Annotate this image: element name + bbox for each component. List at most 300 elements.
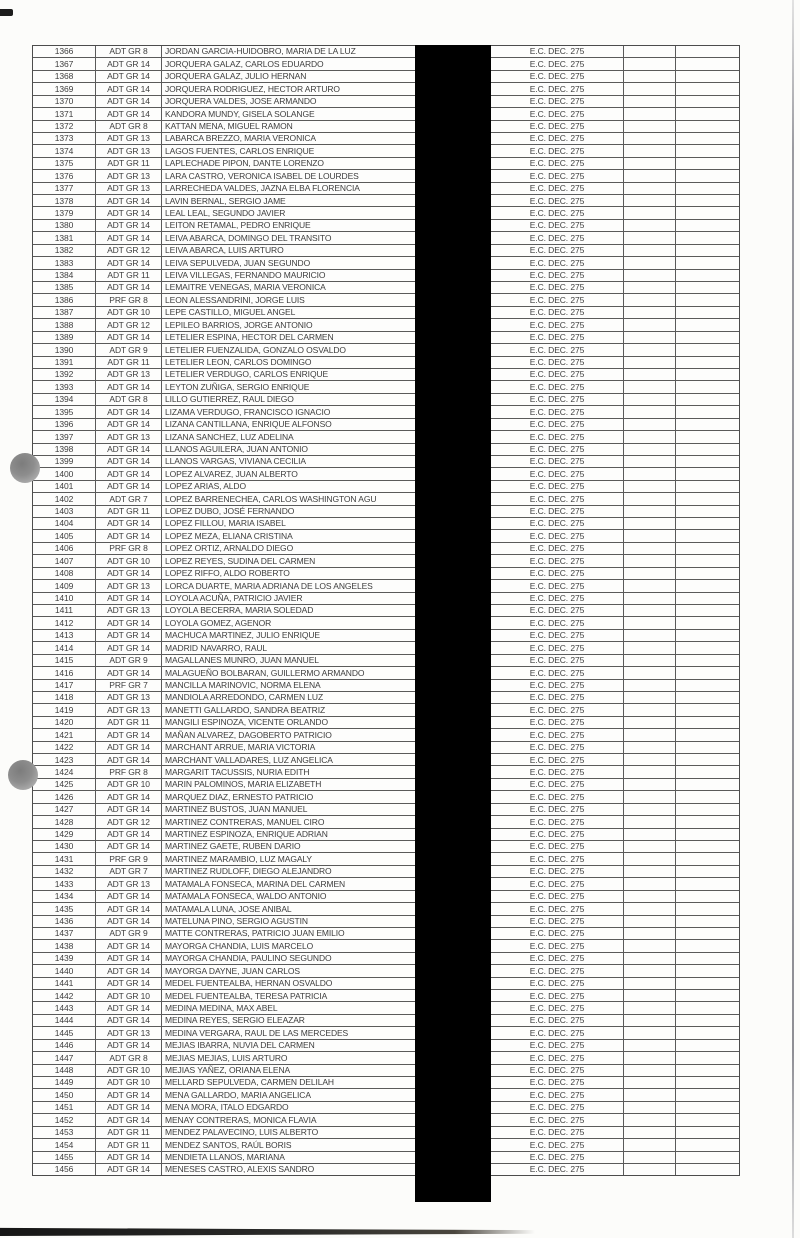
empty-cell bbox=[624, 1114, 676, 1125]
grade-cell: ADT GR 14 bbox=[96, 953, 162, 964]
table-row bbox=[33, 431, 739, 443]
grade-cell: ADT GR 14 bbox=[96, 444, 162, 455]
table-row bbox=[33, 1127, 739, 1139]
table-row bbox=[33, 630, 739, 642]
grade-cell: ADT GR 14 bbox=[96, 791, 162, 802]
grade-cell: ADT GR 14 bbox=[96, 282, 162, 293]
empty-cell bbox=[676, 394, 739, 405]
row-number-cell: 1445 bbox=[33, 1027, 96, 1038]
empty-cell bbox=[676, 853, 739, 864]
decree-cell: E.C. DEC. 275 bbox=[491, 1077, 624, 1088]
empty-cell bbox=[676, 916, 739, 927]
table-row bbox=[33, 841, 739, 853]
empty-cell bbox=[624, 1040, 676, 1051]
row-number-cell: 1403 bbox=[33, 506, 96, 517]
name-cell: LEIVA ABARCA, LUIS ARTURO bbox=[162, 245, 416, 256]
empty-cell bbox=[676, 232, 739, 243]
name-cell: LABARCA BREZZO, MARIA VERONICA bbox=[162, 133, 416, 144]
decree-cell: E.C. DEC. 275 bbox=[491, 282, 624, 293]
table-row bbox=[33, 791, 739, 803]
empty-cell bbox=[624, 369, 676, 380]
table-row bbox=[33, 183, 739, 195]
decree-cell: E.C. DEC. 275 bbox=[491, 71, 624, 82]
name-cell: LIZANA SANCHEZ, LUZ ADELINA bbox=[162, 431, 416, 442]
empty-cell bbox=[624, 543, 676, 554]
name-cell: MANETTI GALLARDO, SANDRA BEATRIZ bbox=[162, 704, 416, 715]
row-number-cell: 1400 bbox=[33, 468, 96, 479]
table-row bbox=[33, 580, 739, 592]
empty-cell bbox=[676, 742, 739, 753]
decree-cell: E.C. DEC. 275 bbox=[491, 456, 624, 467]
empty-cell bbox=[676, 506, 739, 517]
empty-cell bbox=[676, 779, 739, 790]
name-cell: LLANOS AGUILERA, JUAN ANTONIO bbox=[162, 444, 416, 455]
row-number-cell: 1450 bbox=[33, 1089, 96, 1100]
table-row bbox=[33, 1164, 739, 1175]
table-row bbox=[33, 729, 739, 741]
table-row bbox=[33, 96, 739, 108]
table-row bbox=[33, 456, 739, 468]
name-cell: LEPILEO BARRIOS, JORGE ANTONIO bbox=[162, 319, 416, 330]
grade-cell: ADT GR 13 bbox=[96, 580, 162, 591]
table-row bbox=[33, 940, 739, 952]
grade-cell: ADT GR 8 bbox=[96, 394, 162, 405]
empty-cell bbox=[676, 878, 739, 889]
empty-cell bbox=[624, 754, 676, 765]
name-cell: MATELUNA PINO, SERGIO AGUSTIN bbox=[162, 916, 416, 927]
decree-cell: E.C. DEC. 275 bbox=[491, 83, 624, 94]
empty-cell bbox=[676, 481, 739, 492]
name-cell: LEIVA VILLEGAS, FERNANDO MAURICIO bbox=[162, 270, 416, 281]
row-number-cell: 1454 bbox=[33, 1139, 96, 1150]
decree-cell: E.C. DEC. 275 bbox=[491, 791, 624, 802]
decree-cell: E.C. DEC. 275 bbox=[491, 108, 624, 119]
empty-cell bbox=[624, 145, 676, 156]
grade-cell: ADT GR 13 bbox=[96, 183, 162, 194]
empty-cell bbox=[676, 1002, 739, 1013]
empty-cell bbox=[624, 518, 676, 529]
decree-cell: E.C. DEC. 275 bbox=[491, 978, 624, 989]
grade-cell: ADT GR 14 bbox=[96, 804, 162, 815]
row-number-cell: 1442 bbox=[33, 990, 96, 1001]
name-cell: LOPEZ RIFFO, ALDO ROBERTO bbox=[162, 568, 416, 579]
empty-cell bbox=[676, 431, 739, 442]
empty-cell bbox=[624, 257, 676, 268]
decree-cell: E.C. DEC. 275 bbox=[491, 96, 624, 107]
decree-cell: E.C. DEC. 275 bbox=[491, 381, 624, 392]
empty-cell bbox=[624, 444, 676, 455]
decree-cell: E.C. DEC. 275 bbox=[491, 667, 624, 678]
empty-cell bbox=[624, 903, 676, 914]
decree-cell: E.C. DEC. 275 bbox=[491, 133, 624, 144]
table-row bbox=[33, 754, 739, 766]
grade-cell: ADT GR 14 bbox=[96, 83, 162, 94]
empty-cell bbox=[624, 96, 676, 107]
name-cell: MEDINA VERGARA, RAUL DE LAS MERCEDES bbox=[162, 1027, 416, 1038]
decree-cell: E.C. DEC. 275 bbox=[491, 357, 624, 368]
decree-cell: E.C. DEC. 275 bbox=[491, 1089, 624, 1100]
grade-cell: ADT GR 14 bbox=[96, 1002, 162, 1013]
empty-cell bbox=[624, 220, 676, 231]
grade-cell: ADT GR 10 bbox=[96, 779, 162, 790]
empty-cell bbox=[624, 1002, 676, 1013]
grade-cell: ADT GR 14 bbox=[96, 481, 162, 492]
name-cell: LLANOS VARGAS, VIVIANA CECILIA bbox=[162, 456, 416, 467]
table-row bbox=[33, 145, 739, 157]
row-number-cell: 1449 bbox=[33, 1077, 96, 1088]
decree-cell: E.C. DEC. 275 bbox=[491, 1052, 624, 1063]
personnel-table bbox=[32, 45, 740, 1176]
name-cell: MENESES CASTRO, ALEXIS SANDRO bbox=[162, 1164, 416, 1175]
empty-cell bbox=[624, 46, 676, 57]
decree-cell: E.C. DEC. 275 bbox=[491, 406, 624, 417]
empty-cell bbox=[676, 1089, 739, 1100]
grade-cell: ADT GR 14 bbox=[96, 195, 162, 206]
hole-punch-top bbox=[10, 453, 40, 483]
empty-cell bbox=[624, 530, 676, 541]
empty-cell bbox=[624, 779, 676, 790]
decree-cell: E.C. DEC. 275 bbox=[491, 158, 624, 169]
row-number-cell: 1447 bbox=[33, 1052, 96, 1063]
empty-cell bbox=[624, 804, 676, 815]
grade-cell: ADT GR 14 bbox=[96, 71, 162, 82]
row-number-cell: 1398 bbox=[33, 444, 96, 455]
empty-cell bbox=[676, 1139, 739, 1150]
decree-cell: E.C. DEC. 275 bbox=[491, 605, 624, 616]
grade-cell: ADT GR 14 bbox=[96, 456, 162, 467]
row-number-cell: 1417 bbox=[33, 680, 96, 691]
name-cell: MARIN PALOMINOS, MARIA ELIZABETH bbox=[162, 779, 416, 790]
empty-cell bbox=[676, 170, 739, 181]
row-number-cell: 1428 bbox=[33, 816, 96, 827]
row-number-cell: 1410 bbox=[33, 593, 96, 604]
name-cell: KANDORA MUNDY, GISELA SOLANGE bbox=[162, 108, 416, 119]
table-row bbox=[33, 1102, 739, 1114]
name-cell: JORQUERA GALAZ, CARLOS EDUARDO bbox=[162, 58, 416, 69]
grade-cell: ADT GR 11 bbox=[96, 158, 162, 169]
table-row bbox=[33, 1114, 739, 1126]
row-number-cell: 1372 bbox=[33, 121, 96, 132]
name-cell: LETELIER LEON, CARLOS DOMINGO bbox=[162, 357, 416, 368]
empty-cell bbox=[624, 990, 676, 1001]
decree-cell: E.C. DEC. 275 bbox=[491, 46, 624, 57]
decree-cell: E.C. DEC. 275 bbox=[491, 145, 624, 156]
name-cell: LOPEZ ARIAS, ALDO bbox=[162, 481, 416, 492]
grade-cell: ADT GR 14 bbox=[96, 667, 162, 678]
empty-cell bbox=[676, 419, 739, 430]
decree-cell: E.C. DEC. 275 bbox=[491, 121, 624, 132]
empty-cell bbox=[624, 680, 676, 691]
row-number-cell: 1411 bbox=[33, 605, 96, 616]
grade-cell: ADT GR 13 bbox=[96, 692, 162, 703]
grade-cell: ADT GR 14 bbox=[96, 1089, 162, 1100]
name-cell: MENA GALLARDO, MARIA ANGELICA bbox=[162, 1089, 416, 1100]
grade-cell: ADT GR 14 bbox=[96, 220, 162, 231]
empty-cell bbox=[624, 593, 676, 604]
row-number-cell: 1395 bbox=[33, 406, 96, 417]
empty-cell bbox=[676, 282, 739, 293]
decree-cell: E.C. DEC. 275 bbox=[491, 419, 624, 430]
empty-cell bbox=[676, 307, 739, 318]
grade-cell: PRF GR 8 bbox=[96, 294, 162, 305]
table-row bbox=[33, 468, 739, 480]
name-cell: LEON ALESSANDRINI, JORGE LUIS bbox=[162, 294, 416, 305]
row-number-cell: 1378 bbox=[33, 195, 96, 206]
table-row bbox=[33, 1002, 739, 1014]
empty-cell bbox=[624, 170, 676, 181]
decree-cell: E.C. DEC. 275 bbox=[491, 965, 624, 976]
empty-cell bbox=[624, 1139, 676, 1150]
empty-cell bbox=[676, 605, 739, 616]
empty-cell bbox=[676, 344, 739, 355]
row-number-cell: 1370 bbox=[33, 96, 96, 107]
empty-cell bbox=[624, 270, 676, 281]
row-number-cell: 1455 bbox=[33, 1152, 96, 1163]
empty-cell bbox=[676, 294, 739, 305]
table-row bbox=[33, 779, 739, 791]
empty-cell bbox=[624, 1152, 676, 1163]
table-row bbox=[33, 220, 739, 232]
row-number-cell: 1369 bbox=[33, 83, 96, 94]
empty-cell bbox=[676, 593, 739, 604]
name-cell: LETELIER ESPINA, HECTOR DEL CARMEN bbox=[162, 332, 416, 343]
decree-cell: E.C. DEC. 275 bbox=[491, 555, 624, 566]
decree-cell: E.C. DEC. 275 bbox=[491, 170, 624, 181]
decree-cell: E.C. DEC. 275 bbox=[491, 332, 624, 343]
row-number-cell: 1436 bbox=[33, 916, 96, 927]
empty-cell bbox=[676, 680, 739, 691]
decree-cell: E.C. DEC. 275 bbox=[491, 1127, 624, 1138]
row-number-cell: 1414 bbox=[33, 642, 96, 653]
grade-cell: PRF GR 8 bbox=[96, 766, 162, 777]
name-cell: LOPEZ BARRENECHEA, CARLOS WASHINGTON AGU bbox=[162, 493, 416, 504]
row-number-cell: 1423 bbox=[33, 754, 96, 765]
empty-cell bbox=[676, 1152, 739, 1163]
name-cell: MARCHANT VALLADARES, LUZ ANGELICA bbox=[162, 754, 416, 765]
name-cell: MARTINEZ GAETE, RUBEN DARIO bbox=[162, 841, 416, 852]
row-number-cell: 1420 bbox=[33, 717, 96, 728]
name-cell: MADRID NAVARRO, RAUL bbox=[162, 642, 416, 653]
name-cell: MARQUEZ DIAZ, ERNESTO PATRICIO bbox=[162, 791, 416, 802]
name-cell: MAÑAN ALVAREZ, DAGOBERTO PATRICIO bbox=[162, 729, 416, 740]
table-row bbox=[33, 568, 739, 580]
empty-cell bbox=[676, 530, 739, 541]
empty-cell bbox=[676, 965, 739, 976]
scan-corner-mark bbox=[0, 9, 13, 16]
grade-cell: ADT GR 14 bbox=[96, 729, 162, 740]
empty-cell bbox=[676, 1052, 739, 1063]
name-cell: MENDIETA LLANOS, MARIANA bbox=[162, 1152, 416, 1163]
decree-cell: E.C. DEC. 275 bbox=[491, 766, 624, 777]
table-row bbox=[33, 245, 739, 257]
grade-cell: ADT GR 14 bbox=[96, 1114, 162, 1125]
empty-cell bbox=[676, 195, 739, 206]
row-number-cell: 1426 bbox=[33, 791, 96, 802]
table-row bbox=[33, 1152, 739, 1164]
decree-cell: E.C. DEC. 275 bbox=[491, 692, 624, 703]
empty-cell bbox=[676, 1102, 739, 1113]
name-cell: MEDINA REYES, SERGIO ELEAZAR bbox=[162, 1015, 416, 1026]
decree-cell: E.C. DEC. 275 bbox=[491, 630, 624, 641]
table-row bbox=[33, 1139, 739, 1151]
name-cell: MENAY CONTRERAS, MONICA FLAVIA bbox=[162, 1114, 416, 1125]
name-cell: JORQUERA RODRIGUEZ, HECTOR ARTURO bbox=[162, 83, 416, 94]
grade-cell: ADT GR 8 bbox=[96, 1052, 162, 1063]
decree-cell: E.C. DEC. 275 bbox=[491, 183, 624, 194]
empty-cell bbox=[676, 766, 739, 777]
decree-cell: E.C. DEC. 275 bbox=[491, 804, 624, 815]
empty-cell bbox=[624, 183, 676, 194]
table-row bbox=[33, 108, 739, 120]
grade-cell: ADT GR 14 bbox=[96, 642, 162, 653]
row-number-cell: 1434 bbox=[33, 891, 96, 902]
name-cell: MATAMALA FONSECA, MARINA DEL CARMEN bbox=[162, 878, 416, 889]
decree-cell: E.C. DEC. 275 bbox=[491, 319, 624, 330]
decree-cell: E.C. DEC. 275 bbox=[491, 940, 624, 951]
empty-cell bbox=[624, 456, 676, 467]
grade-cell: ADT GR 14 bbox=[96, 593, 162, 604]
table-row bbox=[33, 804, 739, 816]
row-number-cell: 1429 bbox=[33, 829, 96, 840]
row-number-cell: 1386 bbox=[33, 294, 96, 305]
empty-cell bbox=[624, 1127, 676, 1138]
row-number-cell: 1376 bbox=[33, 170, 96, 181]
decree-cell: E.C. DEC. 275 bbox=[491, 841, 624, 852]
name-cell: MACHUCA MARTINEZ, JULIO ENRIQUE bbox=[162, 630, 416, 641]
empty-cell bbox=[676, 940, 739, 951]
table-row bbox=[33, 294, 739, 306]
row-number-cell: 1451 bbox=[33, 1102, 96, 1113]
row-number-cell: 1407 bbox=[33, 555, 96, 566]
empty-cell bbox=[624, 71, 676, 82]
empty-cell bbox=[624, 916, 676, 927]
grade-cell: ADT GR 11 bbox=[96, 1139, 162, 1150]
empty-cell bbox=[624, 245, 676, 256]
row-number-cell: 1393 bbox=[33, 381, 96, 392]
grade-cell: PRF GR 7 bbox=[96, 680, 162, 691]
grade-cell: ADT GR 14 bbox=[96, 742, 162, 753]
name-cell: LOPEZ FILLOU, MARIA ISABEL bbox=[162, 518, 416, 529]
decree-cell: E.C. DEC. 275 bbox=[491, 307, 624, 318]
table-row bbox=[33, 344, 739, 356]
decree-cell: E.C. DEC. 275 bbox=[491, 1152, 624, 1163]
decree-cell: E.C. DEC. 275 bbox=[491, 990, 624, 1001]
table-row bbox=[33, 282, 739, 294]
empty-cell bbox=[624, 829, 676, 840]
name-cell: LARRECHEDA VALDES, JAZNA ELBA FLORENCIA bbox=[162, 183, 416, 194]
empty-cell bbox=[624, 878, 676, 889]
table-row bbox=[33, 530, 739, 542]
grade-cell: ADT GR 14 bbox=[96, 916, 162, 927]
table-row bbox=[33, 46, 739, 58]
name-cell: LEAL LEAL, SEGUNDO JAVIER bbox=[162, 207, 416, 218]
table-row bbox=[33, 742, 739, 754]
empty-cell bbox=[624, 431, 676, 442]
table-row bbox=[33, 170, 739, 182]
row-number-cell: 1440 bbox=[33, 965, 96, 976]
row-number-cell: 1421 bbox=[33, 729, 96, 740]
row-number-cell: 1452 bbox=[33, 1114, 96, 1125]
table-row bbox=[33, 655, 739, 667]
table-row bbox=[33, 71, 739, 83]
decree-cell: E.C. DEC. 275 bbox=[491, 903, 624, 914]
page-edge-line bbox=[792, 0, 794, 1238]
decree-cell: E.C. DEC. 275 bbox=[491, 853, 624, 864]
decree-cell: E.C. DEC. 275 bbox=[491, 506, 624, 517]
empty-cell bbox=[624, 1089, 676, 1100]
row-number-cell: 1412 bbox=[33, 617, 96, 628]
grade-cell: ADT GR 9 bbox=[96, 344, 162, 355]
empty-cell bbox=[676, 655, 739, 666]
row-number-cell: 1435 bbox=[33, 903, 96, 914]
name-cell: LEIVA SEPULVEDA, JUAN SEGUNDO bbox=[162, 257, 416, 268]
decree-cell: E.C. DEC. 275 bbox=[491, 816, 624, 827]
table-row bbox=[33, 704, 739, 716]
row-number-cell: 1374 bbox=[33, 145, 96, 156]
empty-cell bbox=[676, 568, 739, 579]
decree-cell: E.C. DEC. 275 bbox=[491, 518, 624, 529]
table-row bbox=[33, 829, 739, 841]
decree-cell: E.C. DEC. 275 bbox=[491, 294, 624, 305]
empty-cell bbox=[624, 617, 676, 628]
row-number-cell: 1419 bbox=[33, 704, 96, 715]
name-cell: MARTINEZ MARAMBIO, LUZ MAGALY bbox=[162, 853, 416, 864]
empty-cell bbox=[624, 332, 676, 343]
table-row bbox=[33, 543, 739, 555]
name-cell: MANCILLA MARINOVIC, NORMA ELENA bbox=[162, 680, 416, 691]
table-row bbox=[33, 357, 739, 369]
empty-cell bbox=[676, 543, 739, 554]
empty-cell bbox=[676, 990, 739, 1001]
name-cell: LARA CASTRO, VERONICA ISABEL DE LOURDES bbox=[162, 170, 416, 181]
name-cell: LIZANA CANTILLANA, ENRIQUE ALFONSO bbox=[162, 419, 416, 430]
grade-cell: ADT GR 14 bbox=[96, 754, 162, 765]
grade-cell: ADT GR 14 bbox=[96, 829, 162, 840]
name-cell: MARTINEZ BUSTOS, JUAN MANUEL bbox=[162, 804, 416, 815]
table-row bbox=[33, 394, 739, 406]
grade-cell: ADT GR 14 bbox=[96, 965, 162, 976]
row-number-cell: 1391 bbox=[33, 357, 96, 368]
empty-cell bbox=[676, 518, 739, 529]
name-cell: KATTAN MENA, MIGUEL RAMON bbox=[162, 121, 416, 132]
name-cell: JORQUERA GALAZ, JULIO HERNAN bbox=[162, 71, 416, 82]
grade-cell: ADT GR 14 bbox=[96, 568, 162, 579]
decree-cell: E.C. DEC. 275 bbox=[491, 754, 624, 765]
empty-cell bbox=[624, 866, 676, 877]
empty-cell bbox=[676, 108, 739, 119]
empty-cell bbox=[624, 1065, 676, 1076]
row-number-cell: 1409 bbox=[33, 580, 96, 591]
table-row bbox=[33, 419, 739, 431]
decree-cell: E.C. DEC. 275 bbox=[491, 1040, 624, 1051]
row-number-cell: 1415 bbox=[33, 655, 96, 666]
empty-cell bbox=[624, 953, 676, 964]
empty-cell bbox=[624, 282, 676, 293]
empty-cell bbox=[676, 96, 739, 107]
empty-cell bbox=[676, 1164, 739, 1175]
name-cell: LOPEZ DUBO, JOSÉ FERNANDO bbox=[162, 506, 416, 517]
empty-cell bbox=[624, 766, 676, 777]
scan-bottom-edge-bar bbox=[0, 1227, 535, 1236]
name-cell: LOPEZ MEZA, ELIANA CRISTINA bbox=[162, 530, 416, 541]
row-number-cell: 1394 bbox=[33, 394, 96, 405]
grade-cell: ADT GR 14 bbox=[96, 96, 162, 107]
decree-cell: E.C. DEC. 275 bbox=[491, 220, 624, 231]
decree-cell: E.C. DEC. 275 bbox=[491, 257, 624, 268]
table-row bbox=[33, 58, 739, 70]
decree-cell: E.C. DEC. 275 bbox=[491, 431, 624, 442]
decree-cell: E.C. DEC. 275 bbox=[491, 530, 624, 541]
